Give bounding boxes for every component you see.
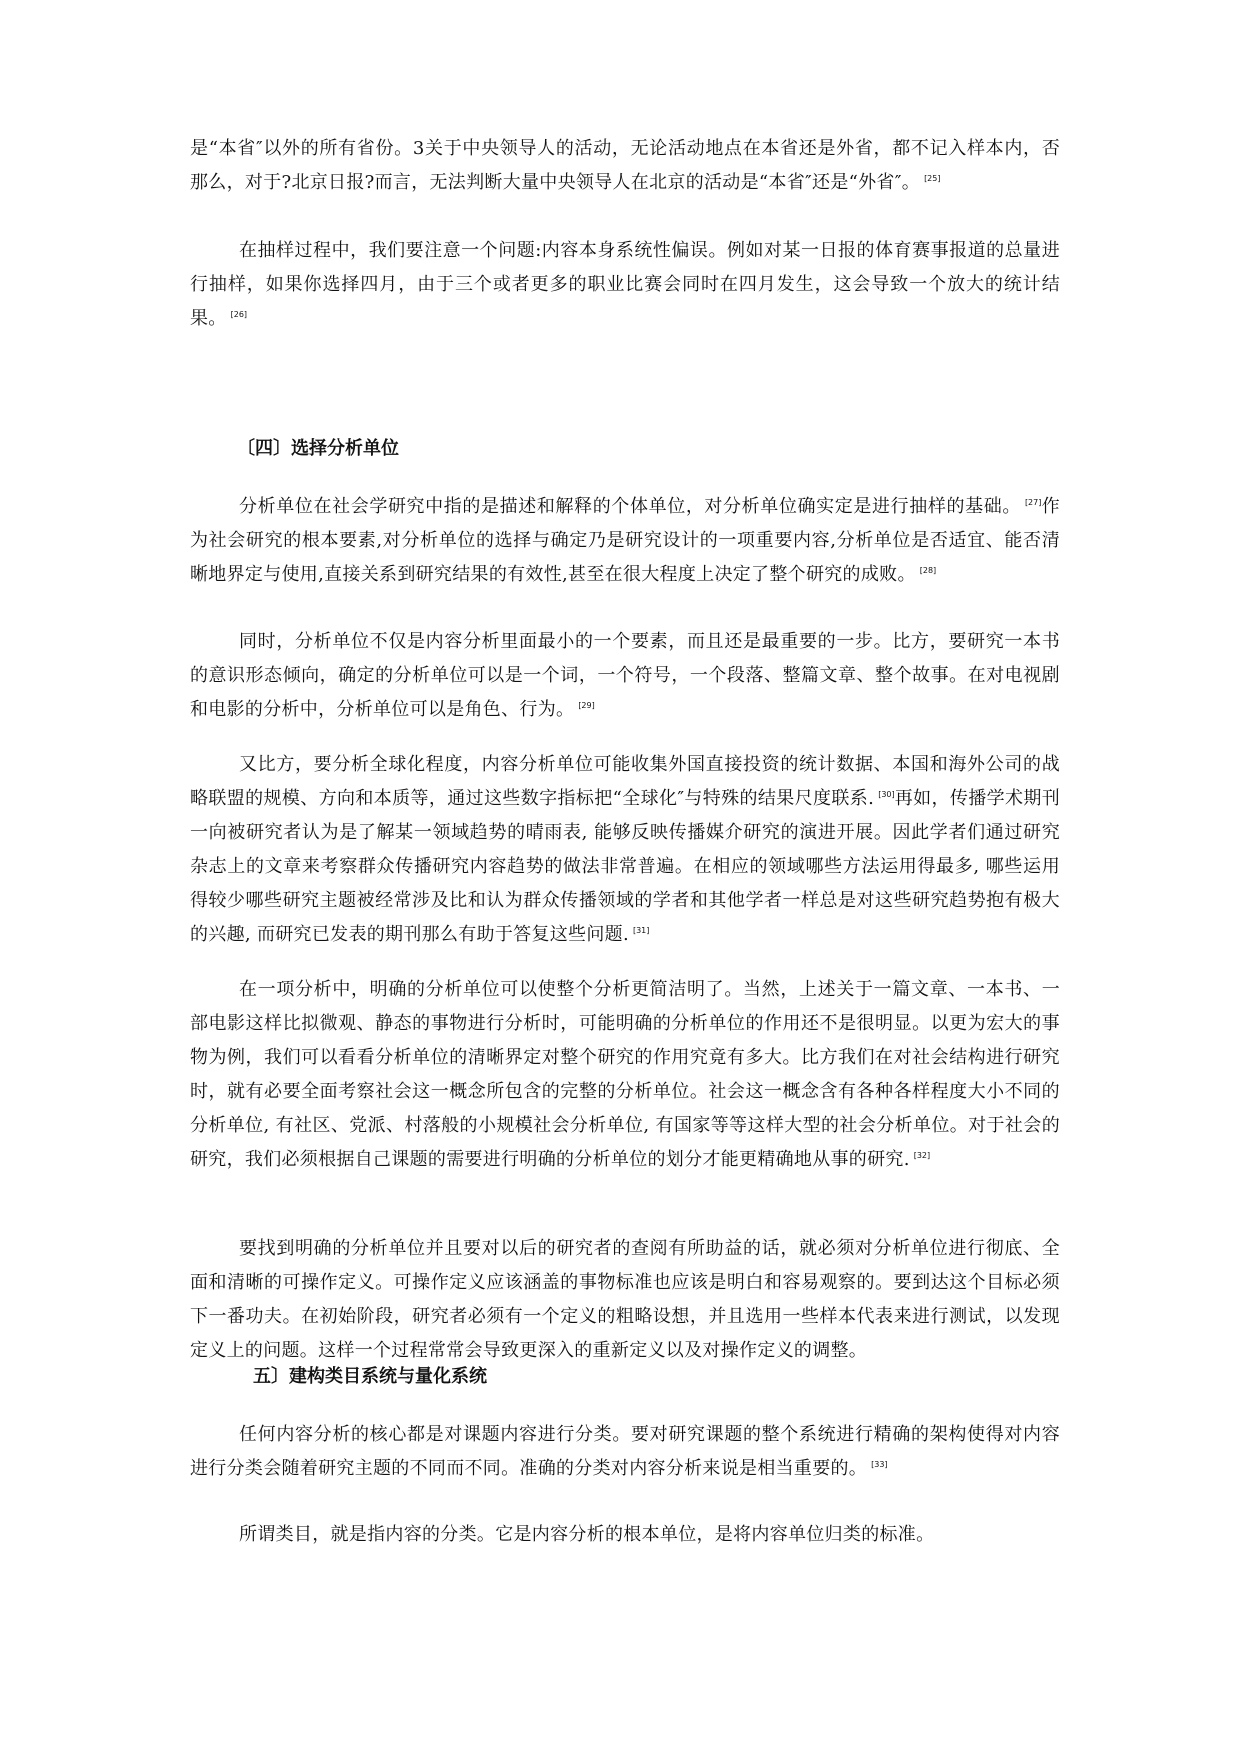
paragraph-text: 同时，分析单位不仅是内容分析里面最小的一个要素，而且还是最重要的一步。比方，要研究一本书的意识形态倾向，确定的分析单位可以是一个词，一个符号，一个段落、整篇文章、整个故事。在对电视剧和电影的分析中，分析单位可以是角色、行为。 (190, 631, 1060, 720)
paragraph-unit-definition (190, 490, 1060, 592)
section-heading-5: 五〕建构类目系统与量化系统 (253, 1366, 487, 1387)
paragraph-globalization-example (190, 748, 1060, 952)
paragraph-sampling-bias (190, 234, 1060, 336)
reference-marker: [25] (924, 174, 941, 183)
paragraph-text: 分析单位在社会学研究中指的是描述和解释的个体单位，对分析单位确实定是进行抽样的基础。 (239, 496, 1021, 517)
reference-marker: [28] (919, 566, 937, 575)
paragraph-classification (190, 1418, 1060, 1486)
paragraph-province-definition (190, 132, 1060, 200)
section-heading-4: 〔四〕选择分析单位 (237, 438, 399, 459)
paragraph-unit-importance (190, 625, 1060, 727)
paragraph-text-continued: 作为社会研究的根本要素,对分析单位的选择与确定乃是研究设计的一项重要内容,分析单位是否适宜、能否清晰地界定与使用,直接关系到研究结果的有效性,甚至在很大程度上决定了整个研究的成败。 (190, 496, 1060, 585)
paragraph-text: 任何内容分析的核心都是对课题内容进行分类。要对研究课题的整个系统进行精确的架构使得对内容进行分类会随着研究主题的不同而不同。准确的分类对内容分析来说是相当重要的。 (190, 1424, 1060, 1479)
paragraph-text: 是“本省″以外的所有省份。3关于中央领导人的活动，无论活动地点在本省还是外省，都不记入样本内，否那么，对于?北京日报?而言，无法判断大量中央领导人在北京的活动是“本省″还是“外省″。 (190, 138, 1060, 193)
reference-marker: [31] (632, 926, 650, 935)
paragraph-text: 又比方，要分析全球化程度，内容分析单位可能收集外国直接投资的统计数据、本国和海外公司的战略联盟的规模、方向和本质等，通过这些数字指标把“全球化″与特殊的结果尺度联系. (190, 754, 1060, 809)
paragraph-text: 要找到明确的分析单位并且要对以后的研究者的查阅有所助益的话，就必须对分析单位进行彻底、全面和清晰的可操作定义。可操作定义应该涵盖的事物标准也应该是明白和容易观察的。要到达这个目标必须下一番功夫。在初始阶段，研究者必须有一个定义的粗略设想，并且选用一些样本代表来进行测试，以发现定义上的问题。这样一个过程常常会导致更深入的重新定义以及对操作定义的调整。 (190, 1238, 1060, 1361)
reference-marker: [30] (878, 790, 895, 799)
paragraph-text: 在抽样过程中，我们要注意一个问题:内容本身系统性偏误。例如对某一日报的体育赛事报道的总量进行抽样，如果你选择四月，由于三个或者更多的职业比赛会同时在四月发生，这会导致一个放大的统计结果。 (190, 240, 1060, 329)
paragraph-category-definition (190, 1518, 1060, 1552)
reference-marker: [33] (871, 1460, 888, 1469)
reference-marker: [27] (1024, 498, 1042, 507)
reference-marker: [32] (913, 1151, 931, 1160)
paragraph-operational-definition (190, 1232, 1060, 1368)
paragraph-text: 所谓类目，就是指内容的分类。它是内容分析的根本单位，是将内容单位归类的标准。 (239, 1524, 935, 1545)
reference-marker: [29] (578, 701, 595, 710)
paragraph-text: 在一项分析中，明确的分析单位可以使整个分析更简洁明了。当然，上述关于一篇文章、一本书、一部电影这样比拟微观、静态的事物进行分析时，可能明确的分析单位的作用还不是很明显。以更为宏大的事物为例，我们可以看看分析单位的清晰界定对整个研究的作用究竟有多大。比方我们在对社会结构进行研究时，就有必要全面考察社会这一概念所包含的完整的分析单位。社会这一概念含有各种各样程度大小不同的分析单位, 有社区、党派、村落般的小规模社会分析单位, 有国家等等这样大型的社会分析单位。对于社会的研究，我们必须根据自己课题的需要进行明确的分析单位的划分才能更精确地从事的研究. (190, 979, 1060, 1170)
reference-marker: [26] (230, 310, 248, 319)
paragraph-text-continued: 再如，传播学术期刊一向被研究者认为是了解某一领域趋势的晴雨表, 能够反映传播媒介研究的演进开展。因此学者们通过研究杂志上的文章来考察群众传播研究内容趋势的做法非常普遍。在相应的领域哪些方法运用得最多, 哪些运用得较少哪些研究主题被经常涉及比和认为群众传播领域的学者和其他学者一样总是对这些研究趋势抱有极大的兴趣, 而研究已发表的期刊那么有助于答复这些问题. (190, 788, 1061, 945)
paragraph-clear-units (190, 973, 1060, 1177)
